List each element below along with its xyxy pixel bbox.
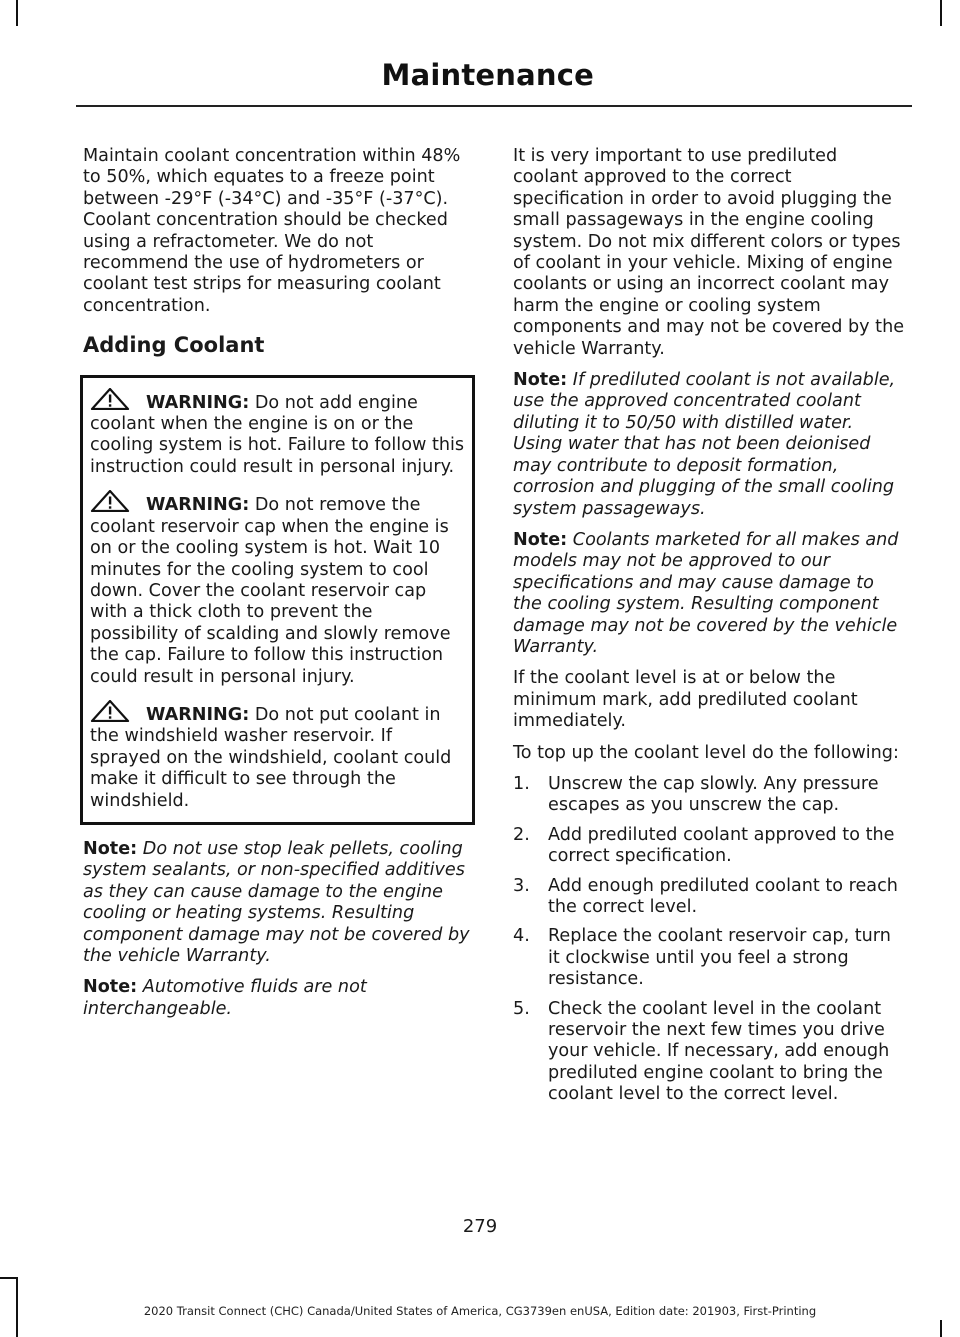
list-item: [513, 926, 905, 990]
list-item: [513, 825, 905, 868]
right-column: [513, 146, 905, 1114]
step-number: 3.: [513, 875, 530, 896]
note-paragraph: [513, 370, 905, 520]
warning-text: Do not put coolant in the windshield washer reservoir. If sprayed on the windshield, coolant could make it difficult to see through the windshield.: [90, 704, 452, 811]
warning-label: WARNING:: [146, 392, 250, 413]
warning-triangle-icon: [90, 700, 146, 722]
warning-item: [90, 490, 465, 688]
note-paragraph: [83, 977, 475, 1020]
step-text: Unscrew the cap slowly. Any pressure escapes as you unscrew the cap.: [548, 773, 879, 816]
list-item: [513, 774, 905, 817]
note-text: Automotive fluids are not interchangeable.: [83, 977, 367, 1019]
step-number: 1.: [513, 773, 530, 794]
warning-label: WARNING:: [146, 704, 250, 725]
page-header-title: Maintenance: [381, 58, 594, 92]
note-paragraph: [513, 530, 905, 658]
step-text: Check the coolant level in the coolant reservoir the next few times you drive your vehicle. If necessary, add enough prediluted engine coolant to bring the coolant level to the correct level.: [548, 998, 890, 1105]
step-number: 4.: [513, 926, 530, 947]
crop-mark: [16, 0, 18, 26]
steps-list: [513, 774, 905, 1106]
section-heading: Adding Coolant: [83, 333, 265, 358]
page-footer: 2020 Transit Connect (CHC) Canada/United States of America, CG3739en enUSA, Edition date: 201903, First-Printing: [143, 1304, 817, 1318]
warning-triangle-icon: [90, 388, 146, 410]
warning-item: [90, 700, 465, 812]
note-text: Coolants marketed for all makes and models may not be approved to our specifications and may cause damage to the cooling system. Resulting component damage may not be covered by the vehicle Warranty.: [513, 529, 899, 657]
warning-text: Do not remove the coolant reservoir cap when the engine is on or the cooling system is hot. Wait 10 minutes for the cooling system to cool down. Cover the coolant reservoir cap with a thick cloth to prevent the possibility of scalding and slowly remove the cap. Failure to follow this instruction could result in personal injury.: [90, 495, 451, 687]
note-label: Note:: [83, 838, 138, 859]
note-text: Do not use stop leak pellets, cooling system sealants, or non-specified additives as they can cause damage to the engine cooling or heating systems. Resulting component damage may not be covered by the vehicle Warranty.: [83, 838, 470, 966]
note-label: Note:: [513, 370, 568, 391]
left-column: [83, 146, 475, 1030]
intro-paragraph: Maintain coolant concentration within 48% to 50%, which equates to a freeze point between -29°F (-34°C) and -35°F (-37°C). Coolant concentration should be checked using a refractometer. We do not recommend the use of hydrometers or coolant test strips for measuring coolant concentration.: [83, 146, 461, 316]
step-number: 2.: [513, 824, 530, 845]
warning-label: WARNING:: [146, 495, 250, 516]
coolant-paragraph: It is very important to use prediluted coolant approved to the correct specification in order to avoid plugging the small passageways in the engine cooling system. Do not mix different colors or types of coolant in your vehicle. Mixing of engine coolants or using an incorrect coolant may harm the engine or cooling system components and may not be covered by the vehicle Warranty.: [513, 146, 905, 359]
crop-mark: [0, 1277, 16, 1279]
note-label: Note:: [513, 529, 568, 550]
level-paragraph: If the coolant level is at or below the minimum mark, add prediluted coolant immediately.: [513, 668, 858, 732]
warning-triangle-icon: [90, 490, 146, 512]
topup-intro: To top up the coolant level do the following:: [513, 742, 899, 763]
list-item: [513, 999, 905, 1106]
note-text: If prediluted coolant is not available, use the approved concentrated coolant diluting it to 50/50 with distilled water. Using water that has not been deionised may contribute to deposit formation, corrosion and plugging of the small cooling system passageways.: [513, 370, 896, 519]
warning-box: [80, 375, 475, 825]
step-number: 5.: [513, 998, 530, 1019]
step-text: Add enough prediluted coolant to reach the correct level.: [548, 875, 898, 917]
page-number: 279: [462, 1216, 498, 1237]
header-divider: [76, 105, 912, 107]
crop-mark: [940, 0, 942, 26]
step-text: Replace the coolant reservoir cap, turn it clockwise until you feel a strong resistance.: [548, 926, 891, 990]
note-paragraph: [83, 839, 475, 967]
note-label: Note:: [83, 977, 138, 998]
step-text: Add prediluted coolant approved to the correct specification.: [548, 824, 895, 867]
warning-item: [90, 388, 465, 479]
crop-mark: [940, 1320, 942, 1337]
warning-text: Do not add engine coolant when the engine is on or the cooling system is hot. Failure to follow this instruction could result in personal injury.: [90, 392, 465, 477]
list-item: [513, 876, 905, 919]
